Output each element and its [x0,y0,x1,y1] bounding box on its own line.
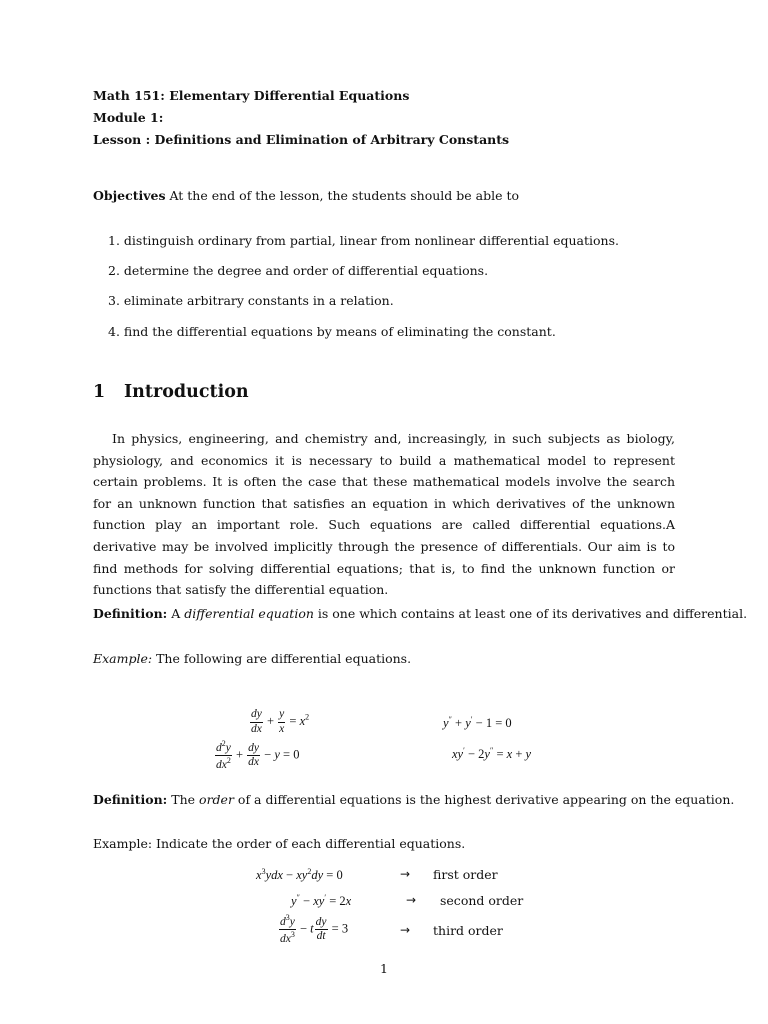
definition-term: differential equation [184,606,314,621]
objective-item: 2. determine the degree and order of differential equations. [108,263,489,278]
definition-label: Definition: [93,606,168,621]
order-equation-3: $\frac{d^3y}{dx^3}$ − t $\frac{dy}{dt}$ = 3 [280,913,349,946]
equation-first-order-example: $\frac{dy}{dx}$ + $\frac{y}{x}$ = $x^2$ [251,708,310,735]
module-label: Module 1: [93,110,164,125]
arrow-icon: → [400,867,411,881]
objectives-label: Objectives [93,188,166,203]
example-line [93,651,411,666]
definition-post: of a differential equations is the highest derivative appearing on the equation. [237,792,735,807]
order-equation-2: y″ − xy′ = 2x [291,893,352,909]
section-number: 1 [93,382,106,402]
example-label: Example: [93,651,153,666]
definition-pre: A [171,606,181,621]
course-title: Math 151: Elementary Differential Equations [93,88,410,103]
objectives-intro: At the end of the lesson, the students should be able to [169,188,520,203]
order-label: second order [440,893,524,908]
arrow-icon: → [400,923,411,937]
definition-label: Definition: [93,792,168,807]
objectives-line [93,188,519,203]
order-equation-1: $x^3ydx - xy^2dy = 0$ [256,867,343,883]
intro-paragraph [93,428,675,601]
page-number: 1 [380,961,388,976]
equation-y-double-prime: y″ + y′ − 1 = 0 [443,715,512,731]
lesson-title: Lesson : Definitions and Elimination of Arbitrary Constants [93,132,510,147]
definition-order [93,792,734,807]
example-text: The following are differential equations. [156,651,412,666]
definition-post: is one which contains at least one of its derivatives and differential. [317,606,748,621]
objective-item: 4. find the differential equations by means of eliminating the constant. [108,324,556,339]
intro-paragraph-text: In physics, engineering, and chemistry and, increasingly, in such subjects as biology, physiology, and economics it is necessary to build a mathematical model to represent certain problems. It is often the case that these mathematical models involve the search for an unknown function that satisfies an equation in which derivatives of the unknown function play an important role. Such equations are called differential equations.A derivative may be involved implicitly through the presence of differentials. Our aim is to find methods for solving differential equations; that is, to find the unknown function or functions that satisfy the differential equation. [93,431,675,598]
order-label: third order [433,923,503,938]
section-title: Introduction [124,382,249,402]
example-order-line: Example: Indicate the order of each differential equations. [93,836,466,851]
equation-xy-prime: xy′ − 2y″ = x + y [452,746,532,762]
order-label: first order [433,867,498,882]
definition-term: order [199,792,234,807]
objective-item: 1. distinguish ordinary from partial, linear from nonlinear differential equations. [108,233,619,248]
definition-differential-equation [93,606,747,621]
definition-pre: The [171,792,196,807]
objective-item: 3. eliminate arbitrary constants in a relation. [108,293,394,308]
arrow-icon: → [406,893,417,907]
equation-second-order-example: $\frac{d^2y}{dx^2}$ + $\frac{dy}{dx}$ − y = 0 [216,739,300,772]
